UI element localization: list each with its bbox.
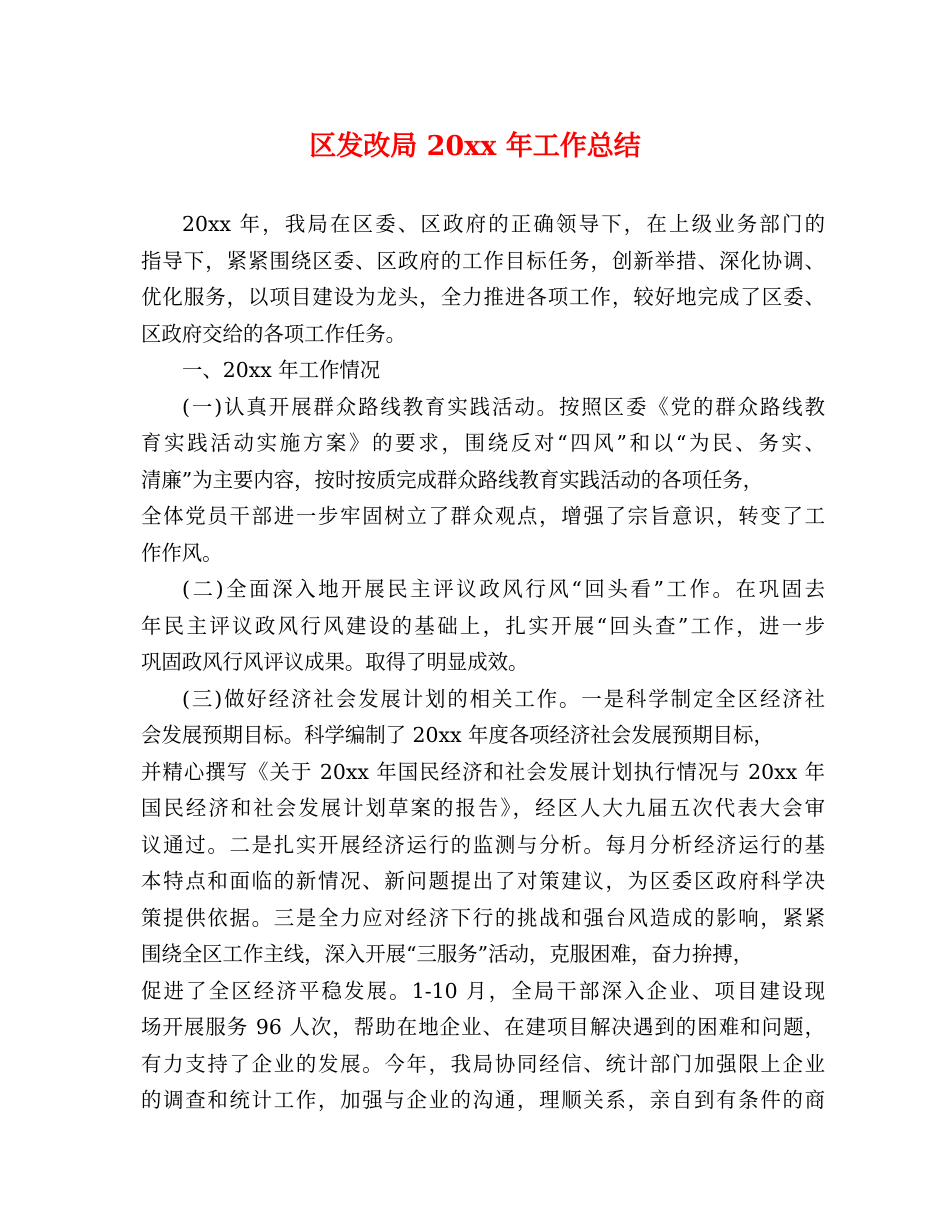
text-line: 本特点和面临的新情况、新问题提出了对策建议，为区委区政府科学决 [141,869,825,893]
text-line: 育实践活动实施方案》的要求，围绕反对“四风”和以“为民、务实、 [141,431,825,455]
text-line: 年民主评议政风行风建设的基础上，扎实开展“回头查”工作，进一步 [141,613,825,638]
text-line: (一)认真开展群众路线教育实践活动。按照区委《党的群众路线教 [182,394,825,419]
text-line: 会发展预期目标。科学编制了 20xx 年度各项经济社会发展预期目标， [141,723,774,747]
text-line: 围绕全区工作主线，深入开展“三服务”活动，克服困难，奋力拚搏， [141,942,754,966]
text-line: 有力支持了企业的发展。今年，我局协同经信、统计部门加强限上企业 [141,1051,825,1076]
text-line: 国民经济和社会发展计划草案的报告》，经区人大九届五次代表大会审 [141,796,825,820]
document-title: 区发改局 20xx 年工作总结 [309,131,641,162]
text-line: 清廉”为主要内容，按时按质完成群众路线教育实践活动的各项任务， [141,467,764,492]
text-line: 区政府交给的各项工作任务。 [141,321,407,346]
text-line: 策提供依据。三是全力应对经济下行的挑战和强台风造成的影响，紧紧 [141,905,825,930]
section-heading: 一、20xx 年工作情况 [182,358,381,382]
text-line: (二)全面深入地开展民主评议政风行风“回头看”工作。在巩固去 [182,577,825,601]
text-line: 指导下，紧紧围绕区委、区政府的工作目标任务，创新举措、深化协调、 [141,248,825,273]
text-line: 的调查和统计工作，加强与企业的沟通，理顺关系，亲自到有条件的商 [141,1088,825,1112]
text-line: 全体党员干部进一步牢固树立了群众观点，增强了宗旨意识，转变了工 [141,504,825,528]
text-line: 促进了全区经济平稳发展。1-10 月，全局干部深入企业、项目建设现 [141,978,825,1003]
text-line: 并精心撰写《关于 20xx 年国民经济和社会发展计划执行情况与 20xx 年 [141,759,825,784]
text-line: 作作风。 [141,540,223,565]
text-line: (三)做好经济社会发展计划的相关工作。一是科学制定全区经济社 [182,686,825,711]
text-line: 优化服务，以项目建设为龙头，全力推进各项工作，较好地完成了区委、 [141,285,825,309]
text-line: 议通过。二是扎实开展经济运行的监测与分析。每月分析经济运行的基 [141,832,825,857]
text-line: 场开展服务 96 人次，帮助在地企业、在建项目解决遇到的困难和问题， [141,1015,825,1039]
document-body [141,206,825,1119]
text-line: 巩固政风行风评议成果。取得了明显成效。 [141,650,529,674]
text-line: 20xx 年，我局在区委、区政府的正确领导下，在上级业务部门的 [182,212,825,236]
